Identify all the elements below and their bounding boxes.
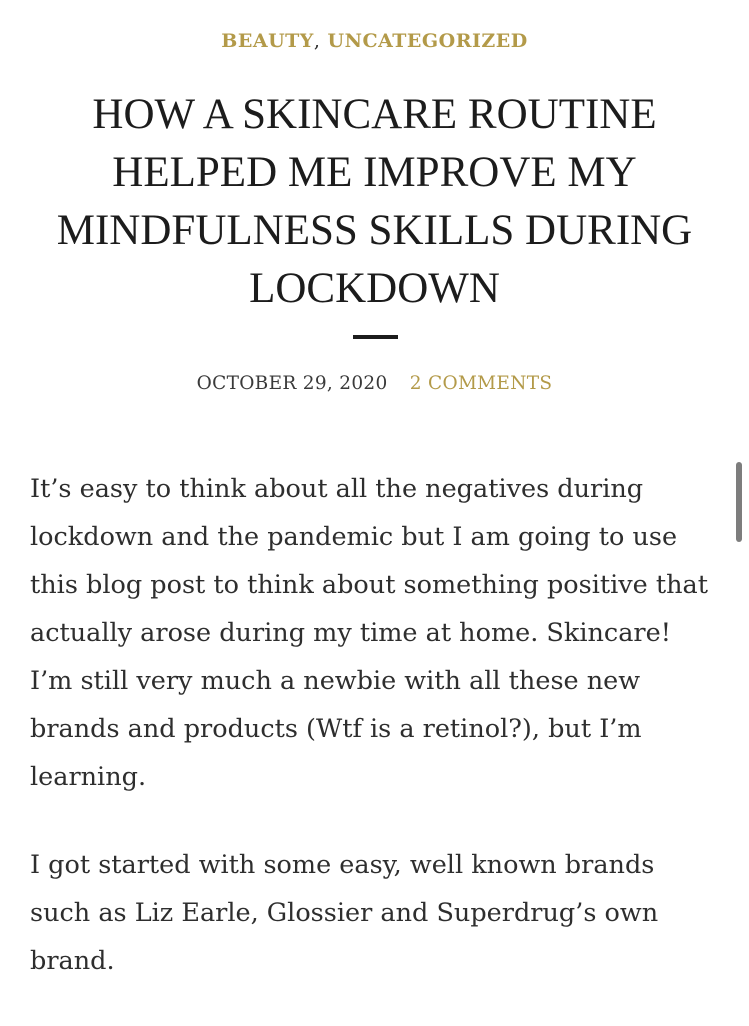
post-meta <box>0 373 749 394</box>
category-separator: , <box>313 30 321 52</box>
category-link-uncategorized[interactable]: UNCATEGORIZED <box>327 30 528 52</box>
post-paragraph-1: It’s easy to think about all the negatives during lockdown and the pandemic but I am going to use this blog post to think about something positive that actually arose during my time at home. Skincare! I’m still very much a newbie with all these new brands and products (Wtf is a retinol?), but I’m learning. <box>30 474 708 792</box>
post-paragraph-2: I got started with some easy, well known brands such as Liz Earle, Glossier and Superdrug’s own brand. <box>30 850 659 976</box>
comments-link[interactable]: 2 COMMENTS <box>409 373 553 394</box>
scrollbar-thumb[interactable] <box>736 462 742 542</box>
post-date: OCTOBER 29, 2020 <box>196 373 388 394</box>
title-divider <box>353 335 398 339</box>
post-content <box>30 465 710 1025</box>
category-link-beauty[interactable]: BEAUTY <box>221 30 314 52</box>
post-categories <box>0 30 749 52</box>
post-title: HOW A SKINCARE ROUTINE HELPED ME IMPROVE MY MINDFULNESS SKILLS DURING LOCKDOWN <box>56 91 693 312</box>
